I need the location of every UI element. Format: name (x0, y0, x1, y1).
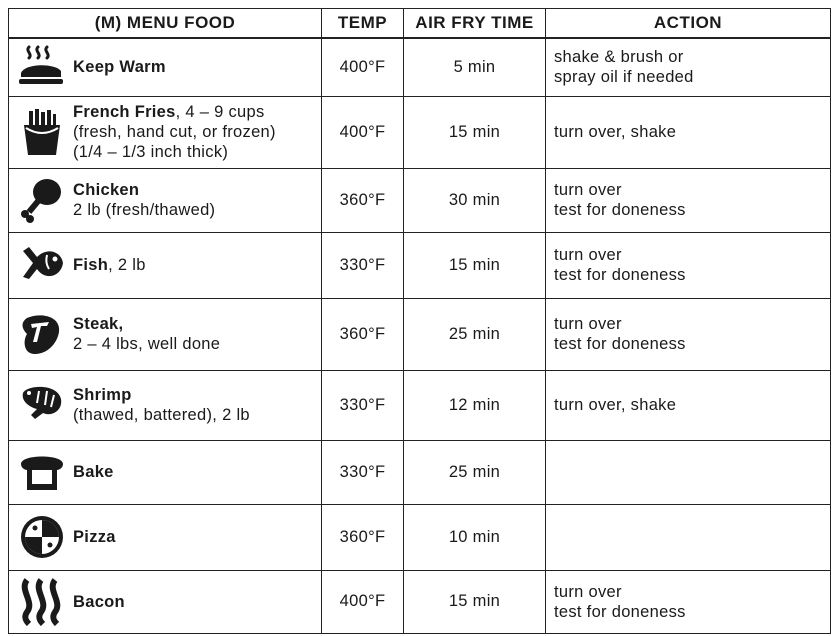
table-row (9, 168, 831, 232)
chicken-leg-icon (17, 176, 67, 224)
food-name: Steak, (73, 315, 124, 333)
time-cell: 30 min (404, 168, 546, 232)
action-cell (546, 232, 831, 298)
food-name: Bake (73, 463, 114, 481)
food-name-suffix: , 2 lb (108, 256, 146, 274)
time-cell: 25 min (404, 440, 546, 504)
bake-icon (17, 448, 67, 496)
food-detail: (fresh, hand cut, or frozen) (73, 123, 276, 141)
action-line: shake & brush or (554, 48, 684, 67)
food-detail: (1/4 – 1/3 inch thick) (73, 143, 229, 161)
food-name-suffix: , 4 – 9 cups (175, 103, 265, 121)
temp-cell: 400°F (322, 38, 404, 96)
header-time: AIR FRY TIME (404, 9, 546, 39)
pizza-icon (17, 513, 67, 561)
action-line: test for doneness (554, 201, 686, 219)
food-cell (9, 168, 322, 232)
action-line: turn over, shake (554, 123, 677, 141)
food-name: Chicken (73, 181, 140, 199)
fish-icon (17, 241, 67, 289)
action-line: test for doneness (554, 335, 686, 353)
action-line: turn over (554, 246, 622, 264)
food-name: Keep Warm (73, 58, 166, 77)
food-cell (9, 96, 322, 168)
food-name: Fish (73, 256, 109, 274)
table-row (9, 38, 831, 96)
shrimp-icon (17, 381, 67, 429)
time-cell: 10 min (404, 504, 546, 570)
table-row (9, 440, 831, 504)
action-line: turn over (554, 582, 622, 601)
food-cell (9, 38, 322, 96)
action-line: test for doneness (554, 266, 686, 284)
menu-food-table (8, 8, 831, 634)
food-name: Shrimp (73, 386, 132, 404)
time-cell: 15 min (404, 570, 546, 633)
table-row (9, 370, 831, 440)
time-cell: 12 min (404, 370, 546, 440)
time-cell: 5 min (404, 38, 546, 96)
table-row (9, 504, 831, 570)
action-line: spray oil if needed (554, 68, 694, 87)
table-row (9, 232, 831, 298)
bacon-icon (17, 578, 67, 626)
header-food: (M) MENU FOOD (9, 9, 322, 39)
keep-warm-icon (17, 43, 67, 91)
food-cell (9, 504, 322, 570)
temp-cell: 330°F (322, 370, 404, 440)
action-cell (546, 38, 831, 96)
steak-icon (17, 310, 67, 358)
food-name: Pizza (73, 528, 116, 546)
food-cell (9, 232, 322, 298)
food-cell (9, 298, 322, 370)
table-row (9, 570, 831, 633)
action-cell (546, 370, 831, 440)
header-row (9, 9, 831, 39)
action-line: turn over, shake (554, 396, 677, 414)
temp-cell: 330°F (322, 440, 404, 504)
action-line: test for doneness (554, 602, 686, 621)
food-cell (9, 440, 322, 504)
table-row (9, 298, 831, 370)
action-line: turn over (554, 315, 622, 333)
header-action: ACTION (546, 9, 831, 39)
action-cell (546, 96, 831, 168)
action-cell (546, 440, 831, 504)
food-cell (9, 370, 322, 440)
food-detail: 2 – 4 lbs, well done (73, 335, 221, 353)
action-cell (546, 298, 831, 370)
time-cell: 15 min (404, 96, 546, 168)
temp-cell: 360°F (322, 504, 404, 570)
temp-cell: 360°F (322, 298, 404, 370)
time-cell: 15 min (404, 232, 546, 298)
table-row (9, 96, 831, 168)
temp-cell: 360°F (322, 168, 404, 232)
action-cell (546, 570, 831, 633)
food-detail: (thawed, battered), 2 lb (73, 406, 250, 424)
temp-cell: 400°F (322, 570, 404, 633)
action-cell (546, 168, 831, 232)
action-cell (546, 504, 831, 570)
temp-cell: 330°F (322, 232, 404, 298)
food-name: French Fries (73, 103, 176, 121)
food-cell (9, 570, 322, 633)
food-detail: 2 lb (fresh/thawed) (73, 201, 216, 219)
food-name: Bacon (73, 592, 125, 611)
french-fries-icon (17, 108, 67, 156)
header-temp: TEMP (322, 9, 404, 39)
action-line: turn over (554, 181, 622, 199)
time-cell: 25 min (404, 298, 546, 370)
temp-cell: 400°F (322, 96, 404, 168)
